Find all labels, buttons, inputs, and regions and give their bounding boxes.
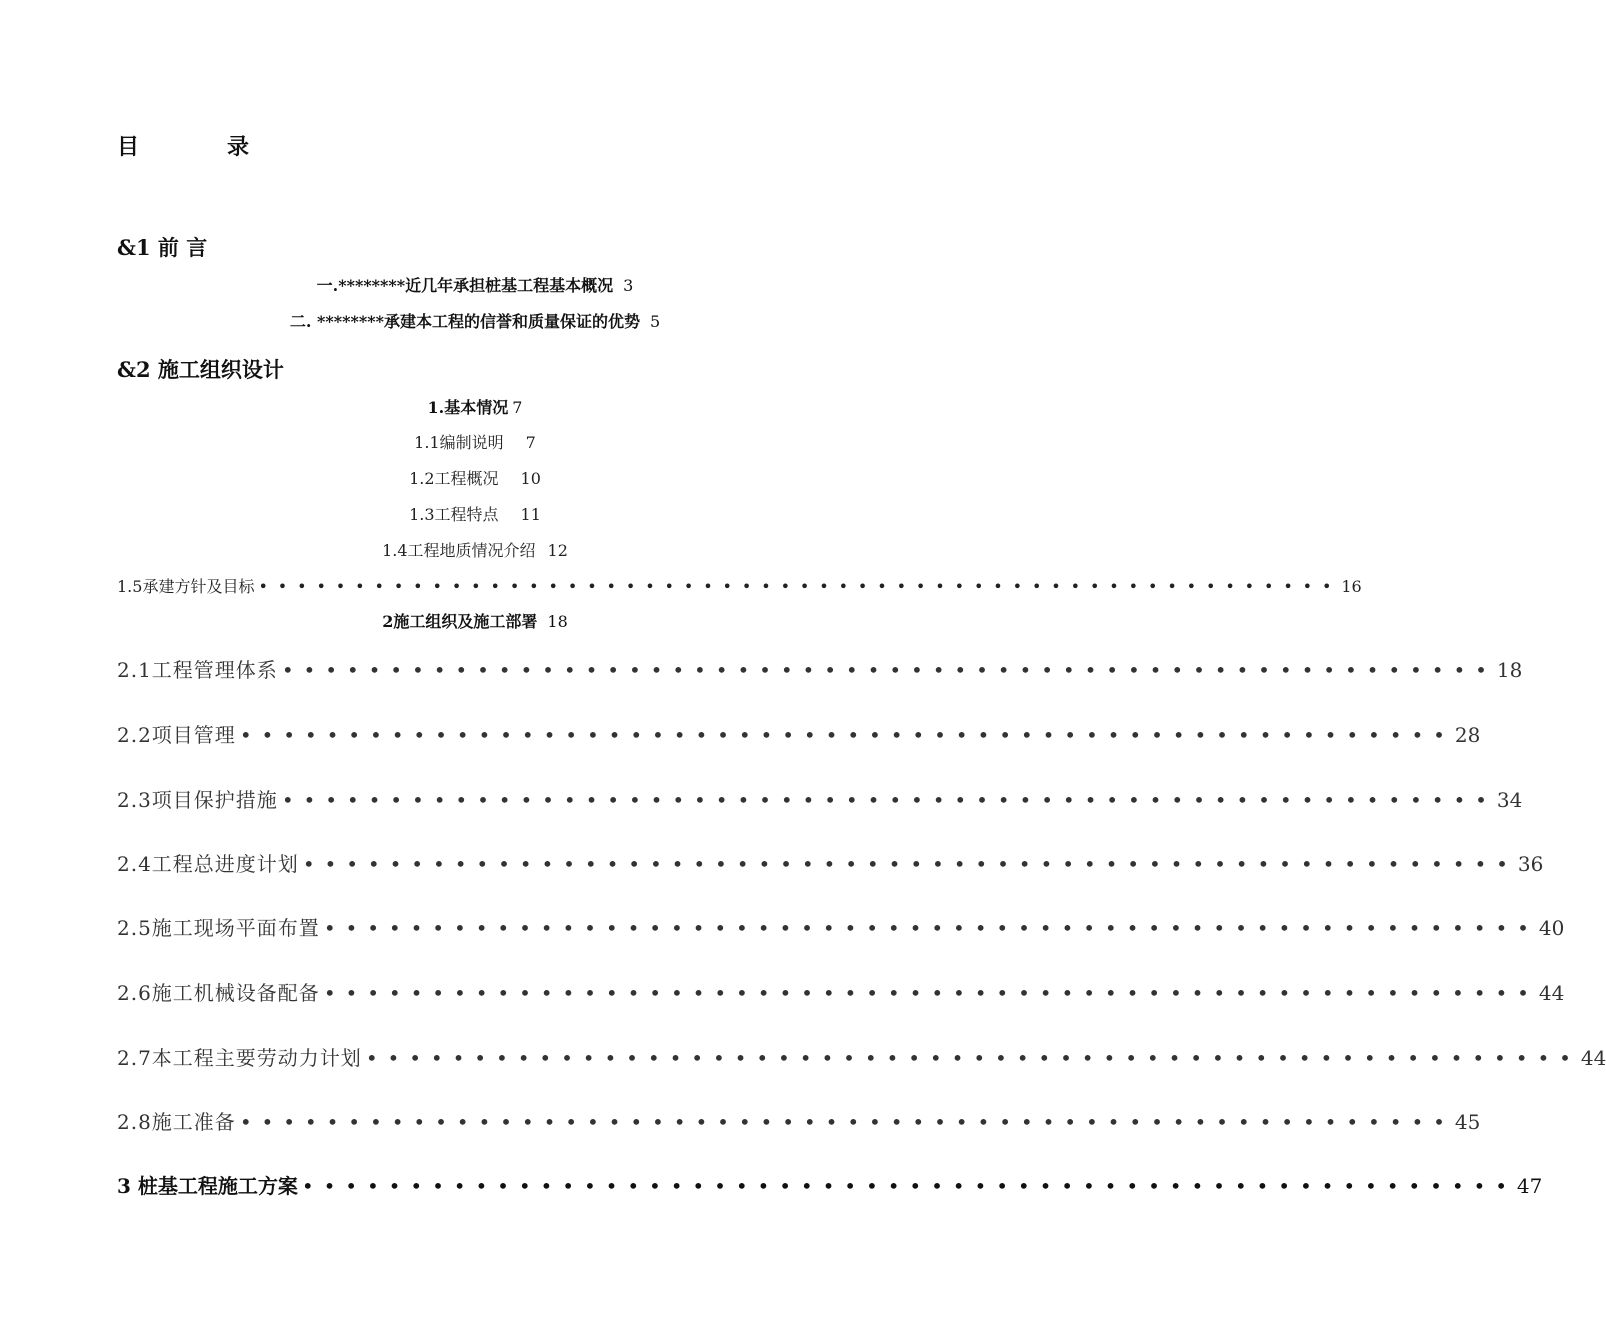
entry-page: 40 <box>1538 916 1565 940</box>
toc-entry-2-1[interactable] <box>117 654 1523 683</box>
section-1-heading: &1 前 言 <box>117 235 208 260</box>
dot-leader: •••••••••••••••••••••••••••••••••••••••••••••••••••••••• <box>239 1110 1455 1134</box>
toc-entry-1-3[interactable] <box>0 502 950 525</box>
entry-label: 一.********近几年承担桩基工程基本概况 <box>316 276 614 295</box>
dot-leader: •••••••••••••••••••••••••••••••••••••••••••••••••••••••• <box>281 788 1497 812</box>
entry-page: 28 <box>1454 723 1481 747</box>
entry-page: 3 <box>623 276 634 295</box>
toc-entry-2-5[interactable] <box>117 912 1565 941</box>
entry-page: 34 <box>1496 788 1523 812</box>
dot-leader: •••••••••••••••••••••••••••••••••••••••••••••••••••••••• <box>301 1174 1517 1198</box>
toc-entry-2-4[interactable] <box>117 848 1544 877</box>
entry-label: 2.2项目管理 <box>117 723 236 747</box>
dot-leader: •••••••••••••••••••••••••••••••••••••••••••••••••••••••• <box>239 723 1455 747</box>
entry-page: 45 <box>1454 1110 1481 1134</box>
toc-entry-1-2[interactable] <box>0 466 950 489</box>
dot-leader: •••••••••••••••••••••••••••••••••••••••••••••••••••••••• <box>323 916 1539 940</box>
entry-label: 2.6施工机械设备配备 <box>117 981 320 1005</box>
entry-label: 3 桩基工程施工方案 <box>117 1174 298 1198</box>
entry-label: 2.4工程总进度计划 <box>117 852 299 876</box>
entry-label: 2.1工程管理体系 <box>117 658 278 682</box>
entry-page: 10 <box>520 469 541 488</box>
entry-label: 1.4工程地质情况介绍 <box>382 541 536 560</box>
entry-label: 2.8施工准备 <box>117 1110 236 1134</box>
entry-page: 7 <box>512 398 523 417</box>
toc-entry-org[interactable] <box>0 609 950 632</box>
toc-title <box>117 130 249 161</box>
entry-page: 16 <box>1341 577 1362 596</box>
entry-label: 2.3项目保护措施 <box>117 788 278 812</box>
toc-entry-section1-1[interactable] <box>0 273 950 296</box>
entry-label: 1.5承建方针及目标 <box>117 577 255 596</box>
entry-page: 18 <box>547 612 568 631</box>
dot-leader: •••••••••••••••••••••••••••••••••••••••••••••••••••••••• <box>323 981 1539 1005</box>
entry-label: 二. ********承建本工程的信誉和质量保证的优势 <box>289 312 640 331</box>
entry-label: 1.3工程特点 <box>409 505 499 524</box>
toc-entry-section1-2[interactable] <box>0 309 950 332</box>
entry-page: 47 <box>1516 1174 1543 1198</box>
section-2-heading: &2 施工组织设计 <box>117 357 284 382</box>
entry-label: 1.2工程概况 <box>409 469 499 488</box>
toc-entry-2-8[interactable] <box>117 1106 1481 1135</box>
toc-entry-3[interactable] <box>117 1170 1543 1199</box>
toc-title-right: 录 <box>227 134 250 160</box>
entry-page: 18 <box>1496 658 1523 682</box>
toc-entry-2-2[interactable] <box>117 719 1481 748</box>
entry-label: 2.5施工现场平面布置 <box>117 916 320 940</box>
entry-label: 2施工组织及施工部署 <box>382 612 538 631</box>
entry-page: 11 <box>520 505 541 524</box>
toc-entry-2-7[interactable] <box>117 1042 1606 1071</box>
toc-entry-1-5[interactable] <box>117 574 1362 597</box>
entry-page: 7 <box>525 433 536 452</box>
entry-page: 12 <box>547 541 568 560</box>
toc-entry-2-3[interactable] <box>117 784 1523 813</box>
toc-title-left: 目 <box>117 134 140 160</box>
entry-page: 5 <box>649 312 661 331</box>
dot-leader: •••••••••••••••••••••••••••••••••••••••••••••••••••••••• <box>302 852 1518 876</box>
dot-leader: •••••••••••••••••••••••••••••••••••••••••••••••••••••••• <box>365 1046 1581 1070</box>
entry-label: 1.1编制说明 <box>414 433 504 452</box>
toc-entry-1-1[interactable] <box>0 430 950 453</box>
toc-entry-1-4[interactable] <box>0 538 950 561</box>
entry-page: 44 <box>1538 981 1565 1005</box>
dot-leader: •••••••••••••••••••••••••••••••••••••••••••••••••••••••• <box>281 658 1497 682</box>
toc-entry-2-6[interactable] <box>117 977 1565 1006</box>
toc-entry-basic[interactable] <box>0 395 950 418</box>
dot-leader: •••••••••••••••••••••••••••••••••••••••••••••••••••••••• <box>258 577 1342 596</box>
entry-label: 1.基本情况 <box>427 398 509 417</box>
entry-label: 2.7本工程主要劳动力计划 <box>117 1046 362 1070</box>
entry-page: 44 <box>1580 1046 1606 1070</box>
entry-page: 36 <box>1517 852 1544 876</box>
